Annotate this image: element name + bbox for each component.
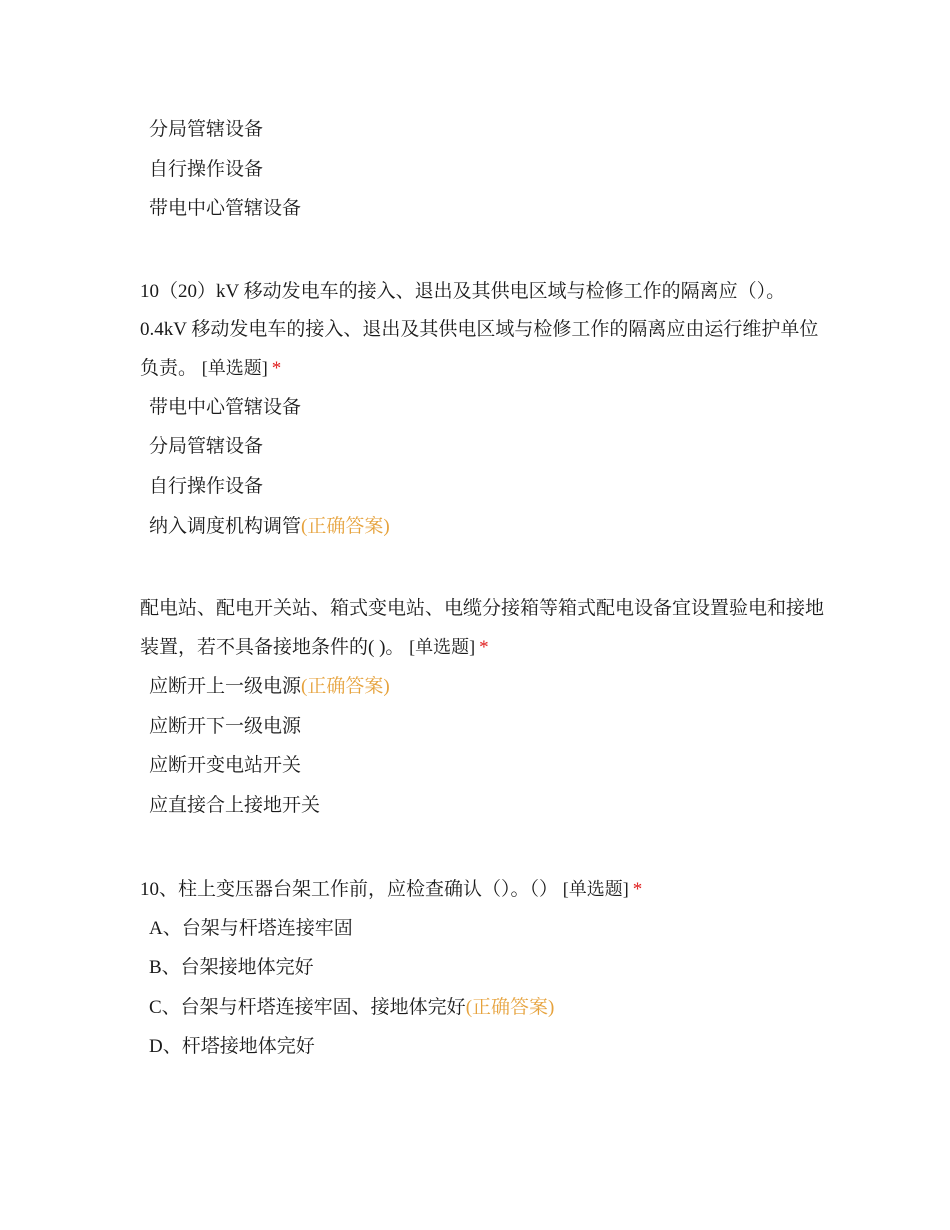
option-item[interactable]: 带电中心管辖设备 (149, 396, 302, 418)
option-item[interactable]: 自行操作设备 (149, 475, 264, 497)
option-item-correct[interactable]: 纳入调度机构调管(正确答案) (149, 515, 390, 537)
question-type-label: [单选题] (409, 637, 476, 658)
required-mark: * (271, 357, 282, 379)
question-text: 10（20）kV 移动发电车的接入、退出及其供电区域与检修工作的隔离应（）。 0.4kV 移动发电车的接入、退出及其供电区域与检修工作的隔离应由运行维护单位负责。 [单选题] * (140, 280, 819, 379)
question-type-label: [单选题] (201, 357, 268, 378)
correct-answer-tag: (正确答案) (301, 515, 390, 537)
option-item[interactable]: D、杆塔接地体完好 (149, 1036, 315, 1058)
prev-question-options (140, 118, 830, 221)
question-1 (140, 273, 830, 539)
survey-page (140, 118, 830, 1075)
question-3 (140, 870, 830, 1060)
option-item[interactable]: 自行操作设备 (149, 158, 264, 180)
correct-answer-tag: (正确答案) (301, 676, 390, 698)
option-item[interactable]: 分局管辖设备 (149, 436, 264, 458)
option-item[interactable]: 带电中心管辖设备 (149, 198, 302, 220)
option-item[interactable]: A、台架与杆塔连接牢固 (149, 917, 353, 939)
option-item[interactable]: 应断开下一级电源 (149, 715, 302, 737)
question-text: 10、柱上变压器台架工作前，应检查确认（）。（） [单选题] * (140, 878, 643, 900)
option-item-correct[interactable]: C、台架与杆塔连接牢固、接地体完好(正确答案) (149, 996, 555, 1018)
option-item[interactable]: B、台架接地体完好 (149, 957, 314, 979)
option-item[interactable]: 应直接合上接地开关 (149, 794, 321, 816)
question-type-label: [单选题] (562, 878, 629, 899)
question-text: 配电站、配电开关站、箱式变电站、电缆分接箱等箱式配电设备宜设置验电和接地装置，若不具备接地条件的( )。 [单选题] * (140, 598, 825, 659)
option-item-correct[interactable]: 应断开上一级电源(正确答案) (149, 676, 390, 698)
required-mark: * (479, 637, 489, 659)
question-2 (140, 590, 830, 818)
option-item[interactable]: 应断开变电站开关 (149, 755, 302, 777)
option-item[interactable]: 分局管辖设备 (149, 119, 264, 140)
correct-answer-tag: (正确答案) (465, 996, 555, 1018)
required-mark: * (632, 878, 643, 900)
